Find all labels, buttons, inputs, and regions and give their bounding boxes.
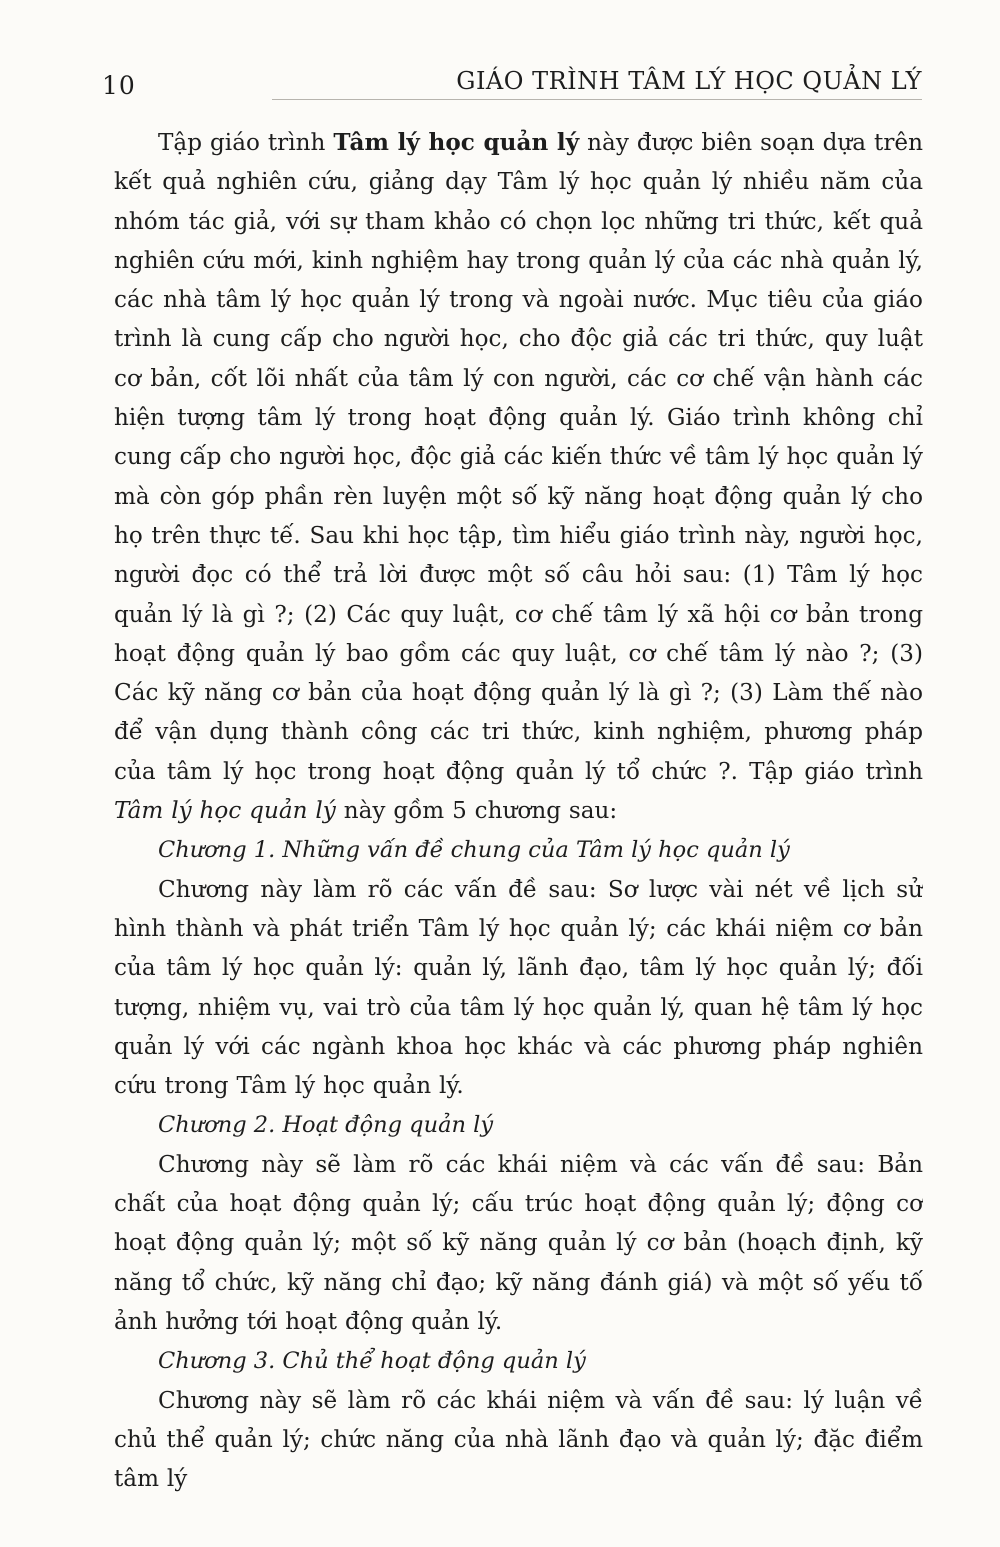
intro-paragraph — [114, 123, 923, 831]
book-title-bold: Tâm lý học quản lý — [333, 129, 580, 156]
chapter-3-heading: Chương 3. Chủ thể hoạt động quản lý — [158, 1348, 586, 1375]
book-title-italic: Tâm lý học quản lý — [114, 798, 336, 825]
chapter-1-heading: Chương 1. Những vấn đề chung của Tâm lý học quản lý — [158, 837, 790, 864]
header-rule — [272, 99, 922, 100]
intro-text-middle: này được biên soạn dựa trên kết quả nghiên cứu, giảng dạy Tâm lý học quản lý nhiều năm của nhóm tác giả, với sự tham khảo có chọn lọc những tri thức, kết quả nghiên cứu mới, kinh nghiệm hay trong quản lý của các nhà quản lý, các nhà tâm lý học quản lý trong và ngoài nước. Mục tiêu của giáo trình là cung cấp cho người học, cho độc giả các tri thức, quy luật cơ bản, cốt lõi nhất của tâm lý con người, các cơ chế vận hành các hiện tượng tâm lý trong hoạt động quản lý. Giáo trình không chỉ cung cấp cho người học, độc giả các kiến thức về tâm lý học quản lý mà còn góp phần rèn luyện một số kỹ năng hoạt động quản lý cho họ trên thực tế. Sau khi học tập, tìm hiểu giáo trình này, người học, người đọc có thể trả lời được một số câu hỏi sau: (1) Tâm lý học quản lý là gì ?; (2) Các quy luật, cơ chế tâm lý xã hội cơ bản trong hoạt động quản lý bao gồm các quy luật, cơ chế tâm lý nào ?; (3) Các kỹ năng cơ bản của hoạt động quản lý là gì ?; (3) Làm thế nào để vận dụng thành công các tri thức, kinh nghiệm, phương pháp của tâm lý học trong hoạt động quản lý tổ chức ?. Tập giáo trình — [114, 130, 923, 785]
page-content — [114, 123, 923, 1518]
chapter-1-summary: Chương này làm rõ các vấn đề sau: Sơ lược vài nét về lịch sử hình thành và phát triển Tâm lý học quản lý; các khái niệm cơ bản của tâm lý học quản lý: quản lý, lãnh đạo, tâm lý học quản lý; đối tượng, nhiệm vụ, vai trò của tâm lý học quản lý, quan hệ tâm lý học quản lý với các ngành khoa học khác và các phương pháp nghiên cứu trong Tâm lý học quản lý. — [114, 876, 923, 1100]
intro-text-end: này gồm 5 chương sau: — [335, 798, 618, 825]
intro-text-start: Tập giáo trình — [158, 130, 334, 156]
running-title: GIÁO TRÌNH TÂM LÝ HỌC QUẢN LÝ — [456, 67, 922, 95]
chapter-3-summary: Chương này sẽ làm rõ các khái niệm và vấn đề sau: lý luận về chủ thể quản lý; chức năng của nhà lãnh đạo và quản lý; đặc điểm tâm lý — [114, 1387, 923, 1493]
page-number: 10 — [102, 71, 136, 100]
chapter-2-summary: Chương này sẽ làm rõ các khái niệm và các vấn đề sau: Bản chất của hoạt động quản lý; cấu trúc hoạt động quản lý; động cơ hoạt động quản lý; một số kỹ năng quản lý cơ bản (hoạch định, kỹ năng tổ chức, kỹ năng chỉ đạo; kỹ năng đánh giá) và một số yếu tố ảnh hưởng tới hoạt động quản lý. — [114, 1151, 923, 1335]
page-header — [102, 65, 922, 105]
chapter-2-heading: Chương 2. Hoạt động quản lý — [158, 1112, 494, 1139]
